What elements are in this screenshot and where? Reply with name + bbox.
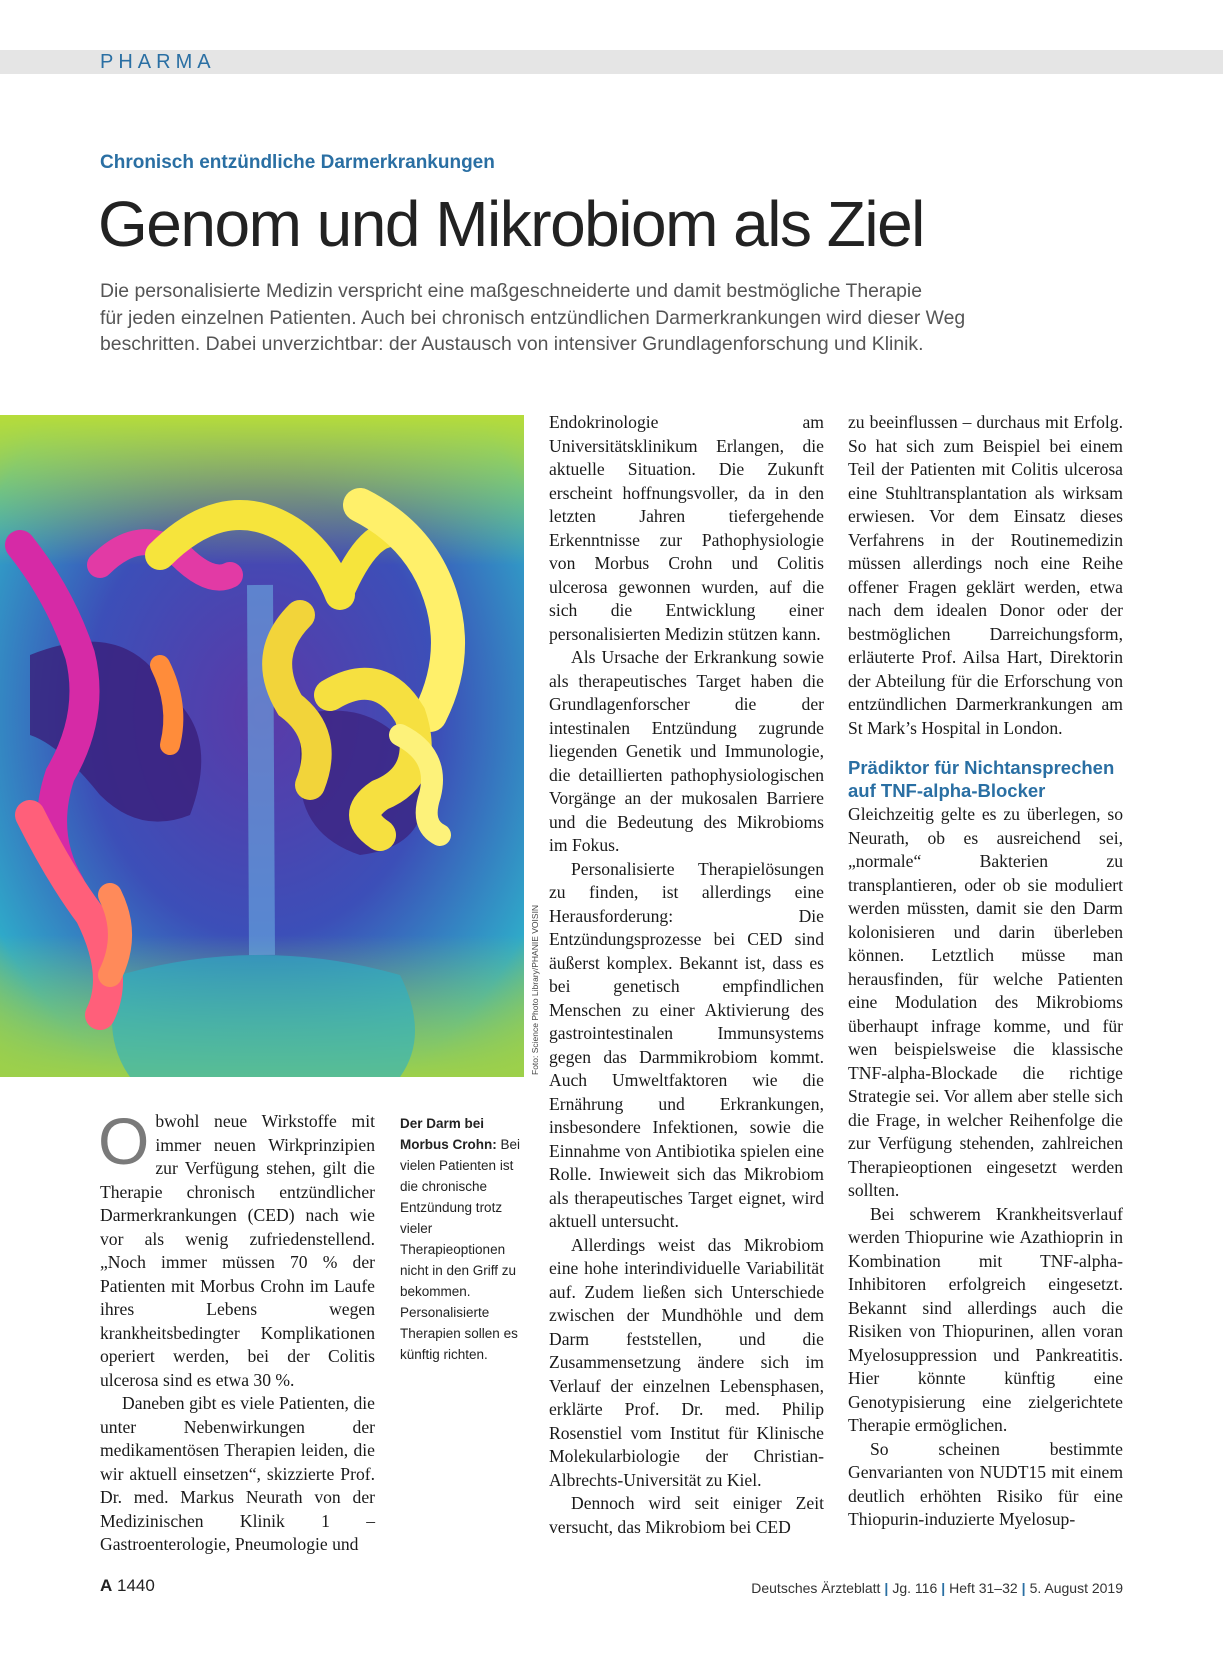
- journal-issue: Heft 31–32: [949, 1580, 1018, 1596]
- article-title: Genom und Mikrobiom als Ziel: [98, 188, 924, 260]
- column-3: [848, 411, 1123, 1532]
- caption-text: Bei vielen Patienten ist die chronische Entzündung trotz vieler Therapieoptionen nicht in den Griff zu bekommen. Personalisierte Therapien sollen es künftig richten.: [400, 1137, 521, 1362]
- body-paragraph: Dennoch wird seit einiger Zeit versucht, das Mikrobiom bei CED: [549, 1493, 824, 1537]
- journal-name: Deutsches Ärzteblatt: [751, 1580, 881, 1596]
- column-1: [98, 1104, 375, 1557]
- section-label: PHARMA: [100, 51, 216, 73]
- photo-caption: [400, 1113, 530, 1365]
- lead-line: Die personalisierte Medizin verspricht eine maßgeschneiderte und damit bestmögliche Therapie: [100, 280, 923, 302]
- body-paragraph: Endokrinologie am Universitätsklinikum Erlangen, die aktuelle Situation. Die Zukunft erscheint hoffnungsvoller, da in den letzten Jahren tiefergehende Erkenntnisse zur Pathophysiologie von Morbus Crohn und Colitis ulcerosa gewonnen wurden, auf die sich die Entwicklung einer personalisierten Medizin stützen kann.: [549, 412, 824, 644]
- journal-info: Deutsches Ärzteblatt | Jg. 116 | Heft 31–32 | 5. August 2019: [751, 1580, 1123, 1596]
- journal-date: 5. August 2019: [1029, 1580, 1123, 1596]
- body-paragraph: Personalisierte Therapielösungen zu finden, ist allerdings eine Herausforderung: Die Entzündungsprozesse bei CED sind äußerst komplex. Bekannt ist, dass es bei genetisch empfindlichen Menschen zu einer Aktivierung des gastrointestinalen Immunsystems gegen das Darmmikrobiom kommt. Auch Umweltfaktoren wie die Ernährung und Erkrankungen, insbesondere Infektionen, sowie die Einnahme von Antibiotika spielen eine Rolle. Inwieweit sich das Mikrobiom als therapeutisches Target eignet, wird aktuell untersucht.: [549, 858, 824, 1231]
- body-paragraph: Obwohl neue Wirkstoffe mit immer neuen Wirkprinzipien zur Verfügung stehen, gilt die Therapie chronisch entzündlicher Darmerkrankungen (CED) nach wie vor als wenig zufriedenstellend. „Noch immer müssen 70 % der Patienten mit Morbus Crohn im Laufe ihres Lebens wegen krankheitsbedingter Komplikationen operiert werden, bei der Colitis ulcerosa sind es etwa 30 %.: [98, 1104, 375, 1390]
- article-lead: [100, 278, 1000, 358]
- body-paragraph: Gleichzeitig gelte es zu überlegen, so Neurath, ob es ausreichend sei, „normale“ Bakterien zu transplantieren, oder ob sie moduliert werden müssten, damit sie den Darm kolonisieren und darin überleben können. Letztlich müsse man herausfinden, für welche Patienten eine Modulation des Mikrobioms überhaupt infrage komme, und für wen beispielsweise die klassische TNF-alpha-Blockade die richtige Strategie sei. Vor allem aber stelle sich die Frage, in welcher Reihenfolge die zur Verfügung stehenden, zahlreichen Therapieoptionen eingesetzt werden sollten.: [848, 804, 1123, 1200]
- page-number: A 1440: [100, 1576, 155, 1595]
- journal-volume: Jg. 116: [892, 1580, 938, 1596]
- subheading: Prädiktor für Nichtansprechen auf TNF-alpha-Blocker: [848, 757, 1115, 801]
- body-paragraph: Daneben gibt es viele Patienten, die unter Nebenwirkungen der medikamentösen Therapien leiden, die wir aktuell einsetzen“, skizzierte Prof. Dr. med. Markus Neurath von der Medizinischen Klinik 1 – Gastroenterologie, Pneumologie und: [100, 1393, 375, 1554]
- article-kicker: Chronisch entzündliche Darmerkrankungen: [100, 152, 495, 173]
- drop-cap: O: [98, 1104, 150, 1178]
- body-paragraph: Allerdings weist das Mikrobiom eine hohe interindividuelle Variabilität auf. Zudem ließen sich Unterschiede zwischen der Mundhöhle und dem Darm feststellen, und die Zusammensetzung ändere sich im Verlauf der einzelnen Lebensphasen, erklärte Prof. Dr. med. Philip Rosenstiel vom Institut für Klinische Molekularbiologie der Christian-Albrechts-Universität zu Kiel.: [549, 1234, 824, 1490]
- lead-line: für jeden einzelnen Patienten. Auch bei chronisch entzündlichen Darmerkrankungen wird dieser Weg: [100, 306, 966, 329]
- photo-credit: Foto: Science Photo Library/PHANIE VOISIN: [530, 904, 540, 1075]
- column-2: [549, 411, 824, 1539]
- body-paragraph: Als Ursache der Erkrankung sowie als therapeutisches Target haben die Grundlagenforscher die der intestinalen Entzündung zugrunde liegenden Genetik und Immunologie, die detaillierten pathophysiologischen Vorgänge an der mukosalen Barriere und die Bedeutung des Mikrobioms im Fokus.: [549, 647, 824, 855]
- colon-xray-photo: [0, 415, 524, 1077]
- body-paragraph: So scheinen bestimmte Genvarianten von NUDT15 mit einem deutlich erhöhten Risiko für eine Thiopurin-induzierte Myelosup-: [848, 1438, 1123, 1529]
- body-paragraph: Bei schwerem Krankheitsverlauf werden Thiopurine wie Azathioprin in Kombination mit TNF-alpha-Inhibitoren erfolgreich eingesetzt. Bekannt sind allerdings auch die Risiken von Thiopurinen, allen voran Myelosuppression und Pankreatitis. Hier könnte künftig eine Genotypisierung eine zielgerichtete Therapie ermöglichen.: [848, 1203, 1123, 1435]
- caption-title: Der Darm bei Morbus Crohn:: [400, 1116, 497, 1152]
- lead-line: beschritten. Dabei unverzichtbar: der Austausch von intensiver Grundlagenforschung und Klinik.: [100, 333, 924, 355]
- body-paragraph: zu beeinflussen – durchaus mit Erfolg. So hat sich zum Beispiel bei einem Teil der Patienten mit Colitis ulcerosa eine Stuhltransplantation als wirksam erwiesen. Vor dem Einsatz dieses Verfahrens in der Routinemedizin müssen allerdings noch eine Reihe offener Fragen geklärt werden, etwa nach dem idealen Donor oder der bestmöglichen Darreichungsform, erläuterte Prof. Ailsa Hart, Direktorin der Abteilung für die Erforschung von entzündlichen Darmerkrankungen am St Mark’s Hospital in London.: [848, 412, 1123, 738]
